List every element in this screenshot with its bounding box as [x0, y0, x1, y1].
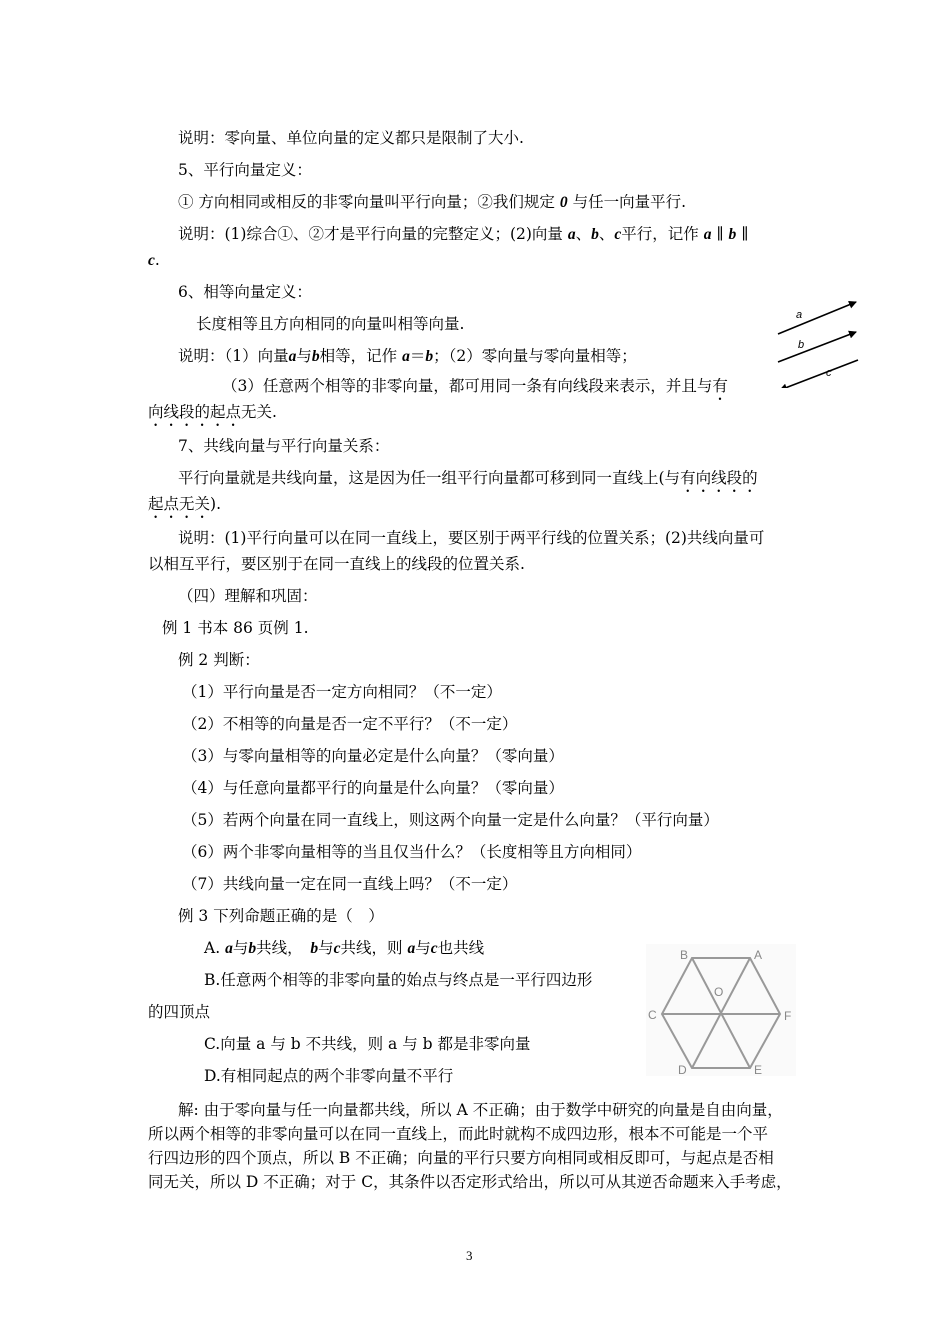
example-2-item-5: （5）若两个向量在同一直线上，则这两个向量一定是什么向量？（平行向量）: [182, 811, 719, 829]
page-number: 3: [466, 1248, 473, 1263]
label-b: b: [798, 339, 805, 351]
option-d: D.有相同起点的两个非零向量不平行: [204, 1067, 454, 1085]
vector-a: [778, 302, 856, 334]
vertex-o: O: [714, 985, 724, 999]
example-2-title: 例 2 判断：: [178, 651, 260, 669]
heading-equal-vector: 6、相等向量定义：: [178, 283, 312, 301]
vertex-e: E: [754, 1063, 763, 1076]
collinear-text-line2: 起点无关).: [148, 495, 221, 513]
equal-note-line1: 说明：（1）向量a与b相等，记作 a＝b；（2）零向量与零向量相等；: [178, 347, 637, 365]
vector-b: [778, 332, 856, 362]
solution-line4: 同无关，所以 D 不正确；对于 C，其条件以否定形式给出，所以可从其逆否命题来入手考虑，: [148, 1173, 792, 1191]
collinear-note-line2: 以相互平行，要区别于在同一直线上的线段的位置关系.: [148, 555, 525, 573]
example-3-title: 例 3 下列命题正确的是（ ）: [178, 907, 384, 925]
vertex-a: A: [754, 948, 763, 962]
parallel-vectors-figure: [772, 296, 864, 388]
heading-collinear-parallel: 7、共线向量与平行向量关系：: [178, 437, 390, 455]
example-2-item-6: （6）两个非零向量相等的当且仅当什么？（长度相等且方向相同）: [182, 843, 642, 861]
parallel-definition: ① 方向相同或相反的非零向量叫平行向量；②我们规定 0 与任一向量平行.: [178, 193, 686, 211]
note-zero-unit-vector: 说明：零向量、单位向量的定义都只是限制了大小.: [178, 129, 524, 147]
parallel-note-line2: c.: [148, 251, 160, 269]
parallel-note-line1: 说明：(1)综合①、②才是平行向量的完整定义；(2)向量 a、b、c平行，记作 a ∥ b ∥: [178, 225, 749, 243]
example-2-item-4: （4）与任意向量都平行的向量是什么向量？（零向量）: [182, 779, 564, 797]
section-understand: （四）理解和巩固：: [178, 587, 318, 605]
solution-line2: 所以两个相等的非零向量可以在同一直线上，而此时就构不成四边形，根本不可能是一个平: [148, 1125, 769, 1143]
vector-c: [780, 360, 858, 388]
option-c: C.向量 a 与 b 不共线，则 a 与 b 都是非零向量: [204, 1035, 531, 1053]
option-a: A. a与b共线， b与c共线，则 a与c也共线: [204, 939, 485, 957]
option-b-line2: 的四顶点: [148, 1003, 211, 1021]
label-a: a: [796, 309, 803, 321]
vertex-c: C: [648, 1008, 657, 1022]
hexagon-figure: [646, 944, 796, 1076]
collinear-note-line1: 说明：(1)平行向量可以在同一直线上，要区别于两平行线的位置关系；(2)共线向量可: [178, 529, 765, 547]
example-1: 例 1 书本 86 页例 1.: [162, 619, 309, 637]
equal-note-line3: 向线段的起点无关.: [148, 403, 277, 421]
example-2-item-2: （2）不相等的向量是否一定不平行？（不一定）: [182, 715, 518, 733]
collinear-text-line1: 平行向量就是共线向量，这是因为任一组平行向量都可移到同一直线上(与有向线段的: [178, 469, 758, 487]
label-c: c: [826, 367, 832, 379]
solution-line1: 解: 由于零向量与任一向量都共线，所以 A 不正确；由于数学中研究的向量是自由向量，: [178, 1101, 783, 1119]
solution-line3: 行四边形的四个顶点，所以 B 不正确；向量的平行只要方向相同或相反即可，与起点是否相: [148, 1149, 774, 1167]
option-b-line1: B.任意两个相等的非零向量的始点与终点是一平行四边形: [204, 971, 593, 989]
heading-parallel-vector: 5、平行向量定义：: [178, 161, 312, 179]
vertex-b: B: [680, 948, 689, 962]
example-2-item-3: （3）与零向量相等的向量必定是什么向量？（零向量）: [182, 747, 564, 765]
equal-note-line2: （3）任意两个相等的非零向量，都可用同一条有向线段来表示，并且与有: [222, 377, 728, 395]
equal-definition: 长度相等且方向相同的向量叫相等向量.: [196, 315, 465, 333]
example-2-item-7: （7）共线向量一定在同一直线上吗？（不一定）: [182, 875, 518, 893]
vertex-d: D: [678, 1063, 687, 1076]
example-2-item-1: （1）平行向量是否一定方向相同？（不一定）: [182, 683, 502, 701]
vertex-f: F: [784, 1009, 792, 1023]
